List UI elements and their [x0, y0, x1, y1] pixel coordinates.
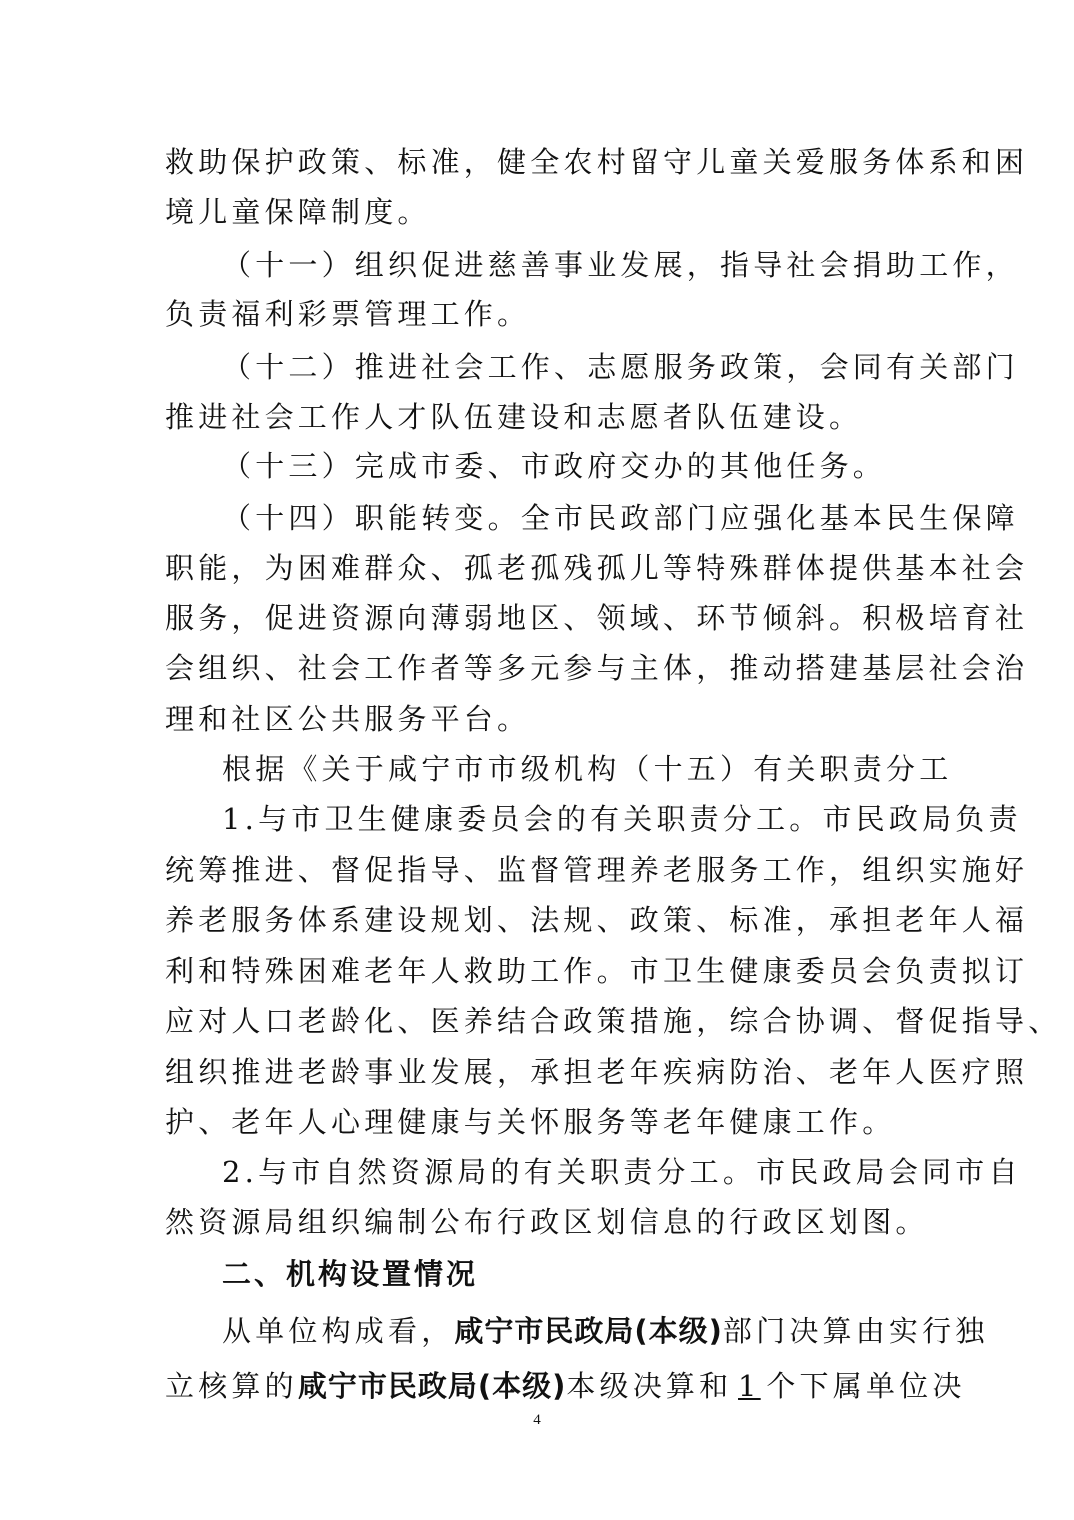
- text-line: 服务，促进资源向薄弱地区、领域、环节倾斜。积极培育社: [165, 601, 1029, 635]
- text-line: 负责福利彩票管理工作。: [165, 297, 531, 331]
- text-line: 2.与市自然资源局的有关职责分工。市民政局会同市自: [222, 1155, 1022, 1189]
- page-number: 4: [533, 1412, 541, 1428]
- text-line: 1.与市卫生健康委员会的有关职责分工。市民政局负责: [222, 802, 1022, 836]
- text-line: （十四）职能转变。全市民政部门应强化基本民生保障: [222, 501, 1019, 535]
- text-segment: 本级决算和: [566, 1369, 733, 1403]
- text-line: 统筹推进、督促指导、监督管理养老服务工作，组织实施好: [165, 853, 1029, 887]
- unit-name: 咸宁市民政局(本级): [297, 1369, 567, 1403]
- text-line: 护、老年人心理健康与关怀服务等老年健康工作。: [165, 1105, 896, 1139]
- text-segment: 立核算的: [165, 1369, 298, 1403]
- text-line: 然资源局组织编制公布行政区划信息的行政区划图。: [165, 1205, 929, 1239]
- text-line: 境儿童保障制度。: [165, 195, 431, 229]
- text-line: [222, 1309, 989, 1353]
- text-line: 救助保护政策、标准，健全农村留守儿童关爱服务体系和困: [165, 145, 1029, 179]
- text-line: 根据《关于咸宁市市级机构（十五）有关职责分工: [222, 752, 953, 786]
- section-heading: 二、机构设置情况: [222, 1257, 479, 1291]
- text-line: （十二）推进社会工作、志愿服务政策，会同有关部门: [222, 350, 1019, 384]
- text-line: 组织推进老龄事业发展，承担老年疾病防治、老年人医疗照: [165, 1055, 1029, 1089]
- text-segment: 从单位构成看，: [222, 1314, 455, 1348]
- text-line: 养老服务体系建设规划、法规、政策、标准，承担老年人福: [165, 903, 1029, 937]
- subunit-count: 1: [738, 1369, 761, 1403]
- text-line: （十一）组织促进慈善事业发展，指导社会捐助工作，: [222, 248, 1019, 282]
- text-line: （十三）完成市委、市政府交办的其他任务。: [222, 449, 887, 483]
- text-line: 利和特殊困难老年人救助工作。市卫生健康委员会负责拟订: [165, 954, 1029, 988]
- text-line: 推进社会工作人才队伍建设和志愿者队伍建设。: [165, 400, 863, 434]
- unit-name: 咸宁市民政局(本级): [454, 1314, 723, 1348]
- text-segment: 部门决算由实行独: [722, 1314, 989, 1348]
- text-line: 职能，为困难群众、孤老孤残孤儿等特殊群体提供基本社会: [165, 551, 1029, 585]
- text-line: [165, 1364, 966, 1408]
- text-line: 理和社区公共服务平台。: [165, 702, 531, 736]
- text-line: 会组织、社会工作者等多元参与主体，推动搭建基层社会治: [165, 651, 1029, 685]
- text-line: 应对人口老龄化、医养结合政策措施，综合协调、督促指导、: [165, 1004, 1062, 1038]
- text-segment: 个下属单位决: [766, 1369, 966, 1403]
